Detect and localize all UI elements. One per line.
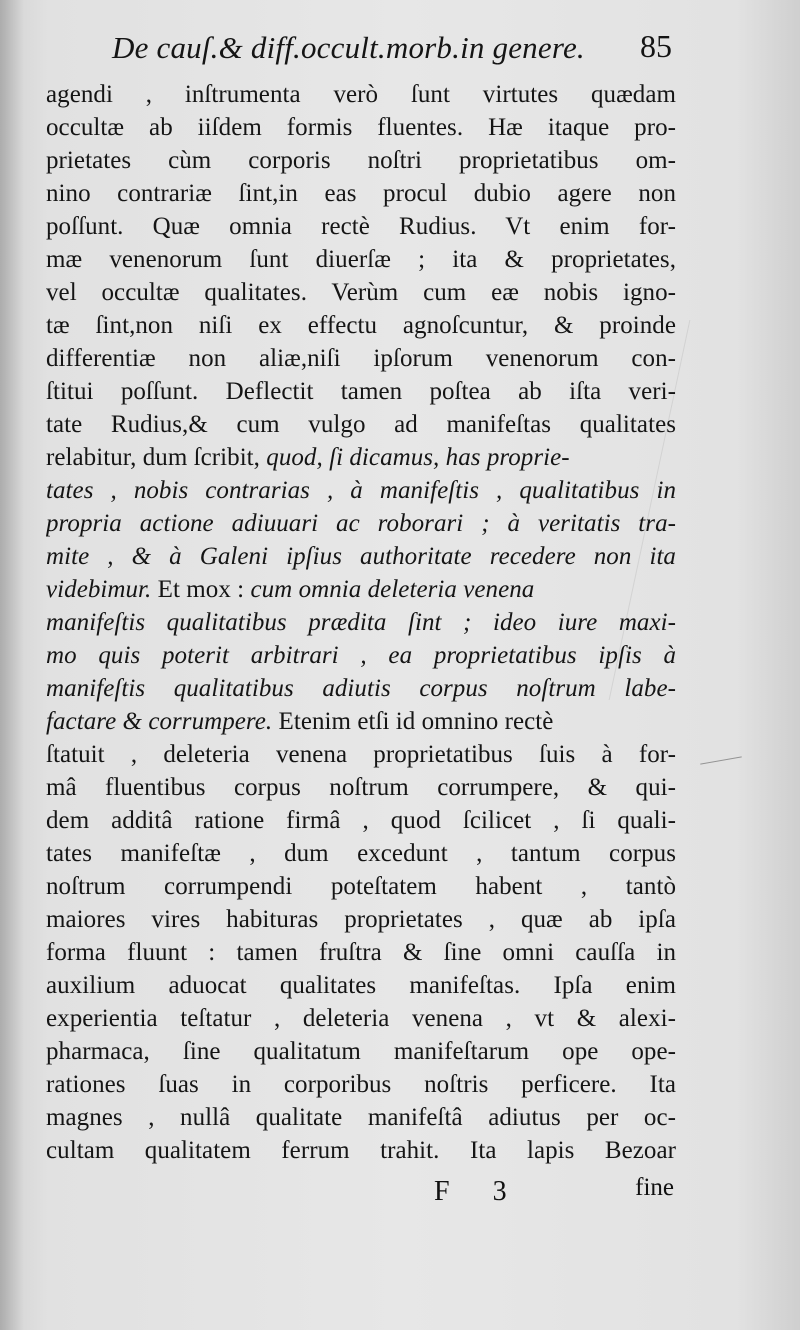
italic-quotation-line: tates , nobis contrarias , à manifeſtis , qualitatibus in (46, 477, 676, 504)
main-text-block (46, 78, 676, 1167)
text-line: occultæ ab iiſdem formis fluentes. Hæ itaque pro- (46, 114, 676, 141)
text-line: pharmaca, ſine qualitatum manifeſtarum ope ope- (46, 1038, 676, 1065)
text-line: maiores vires habituras proprietates , quæ ab ipſa (46, 906, 676, 933)
text-line: cultam qualitatem ferrum trahit. Ita lapis Bezoar (46, 1137, 676, 1164)
text-line: nino contrariæ ſint,in eas procul dubio agere non (46, 180, 676, 207)
text-line-mixed (46, 705, 676, 738)
catchword: fine (635, 1174, 674, 1201)
text-line: auxilium aduocat qualitates manifeſtas. Ipſa enim (46, 972, 676, 999)
text-line: mâ fluentibus corpus noſtrum corrumpere, & qui- (46, 774, 676, 801)
italic-quotation-line: mite , & à Galeni ipſius authoritate recedere non ita (46, 543, 676, 570)
text-line: tæ ſint,non niſi ex effectu agnoſcuntur, & proinde (46, 312, 676, 339)
text-line: noſtrum corrumpendi poteſtatem habent , tantò (46, 873, 676, 900)
text-line: prietates cùm corporis noſtri proprietatibus om- (46, 147, 676, 174)
text-line: poſſunt. Quæ omnia rectè Rudius. Vt enim for- (46, 213, 676, 240)
text-line: mæ venenorum ſunt diuerſæ ; ita & proprietates, (46, 246, 676, 273)
italic-quotation-line: mo quis poterit arbitrari , ea proprietatibus ipſis à (46, 642, 676, 669)
page-number: 85 (640, 28, 672, 64)
text-line: dem additâ ratione firmâ , quod ſcilicet , ſi quali- (46, 807, 676, 834)
text-line: ſtatuit , deleteria venena proprietatibus ſuis à for- (46, 741, 676, 768)
text-line-mixed (46, 573, 676, 606)
plain-text-segment: relabitur, dum ſcribit, (46, 444, 267, 471)
page-header (112, 28, 672, 68)
printer-signature: F 3 (434, 1176, 525, 1207)
italic-quotation-line: manifeſtis qualitatibus prædita ſint ; ideo iure maxi- (46, 609, 676, 636)
italic-quotation-segment: factare & corrumpere. (46, 708, 273, 735)
plain-text-segment: Etenim etſi id omnino rectè (272, 708, 554, 735)
text-line: ſtitui poſſunt. Deflectit tamen poſtea ab iſta veri- (46, 378, 676, 405)
text-line: tate Rudius,& cum vulgo ad manifeſtas qualitates (46, 411, 676, 438)
text-line: differentiæ non aliæ,niſi ipſorum venenorum con- (46, 345, 676, 372)
running-title: De cauſ.& diff.occult.morb.in genere. (112, 30, 585, 65)
text-line: vel occultæ qualitates. Verùm cum eæ nobis igno- (46, 279, 676, 306)
ink-bleed-mark (700, 756, 742, 764)
text-line: tates manifeſtæ , dum excedunt , tantum corpus (46, 840, 676, 867)
text-line: forma fluunt : tamen fruſtra & ſine omni cauſſa in (46, 939, 676, 966)
italic-quotation-line: propria actione adiuuari ac roborari ; à veritatis tra- (46, 510, 676, 537)
text-line-mixed (46, 441, 676, 474)
text-line: magnes , nullâ qualitate manifeſtâ adiutus per oc- (46, 1104, 676, 1131)
italic-quotation-segment: videbimur. (46, 576, 152, 603)
plain-text-segment: Et mox : (151, 576, 251, 603)
italic-quotation-segment: cum omnia deleteria venena (250, 576, 535, 603)
italic-quotation-line: manifeſtis qualitatibus adiutis corpus noſtrum labe- (46, 675, 676, 702)
text-line: experientia teſtatur , deleteria venena , vt & alexi- (46, 1005, 676, 1032)
text-line: rationes ſuas in corporibus noſtris perficere. Ita (46, 1071, 676, 1098)
text-line: agendi , inſtrumenta verò ſunt virtutes quædam (46, 81, 676, 108)
italic-quotation-segment: quod, ſi dicamus, has proprie- (266, 444, 570, 471)
gutter-shadow (0, 0, 24, 1330)
